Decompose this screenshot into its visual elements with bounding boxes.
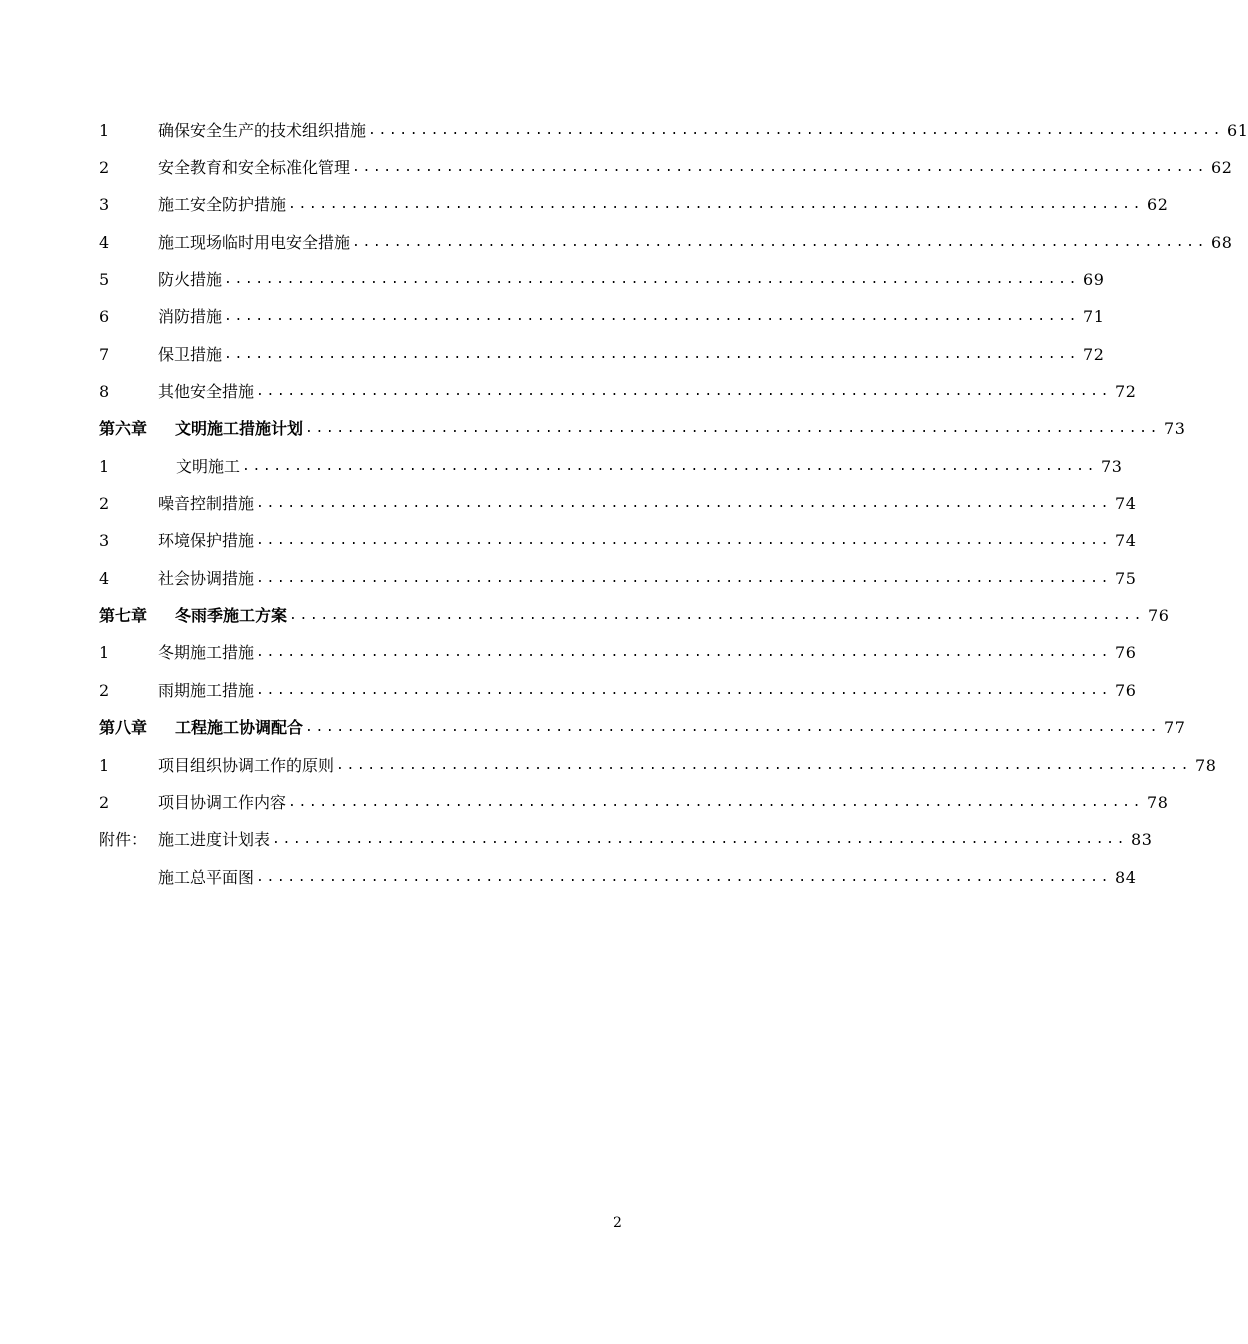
dot-leader: .................................................................................. (336, 757, 1192, 773)
toc-entry-page: 74 (1115, 494, 1137, 514)
toc-chapter-number: 第八章 (99, 718, 148, 738)
toc-entry-number: 2 (99, 158, 110, 178)
toc-entry-title: 冬期施工措施 (158, 643, 255, 663)
toc-entry[interactable] (99, 261, 1105, 298)
toc-entry-number: 2 (99, 792, 110, 812)
toc-entry[interactable] (99, 149, 1233, 186)
toc-entry[interactable] (99, 784, 1169, 821)
toc-entry[interactable] (99, 635, 1137, 672)
dot-leader: .................................................................................. (272, 832, 1128, 848)
dot-leader: .................................................................................. (289, 608, 1145, 624)
dot-leader: .................................................................................. (288, 794, 1144, 810)
toc-entry-page: 68 (1211, 232, 1233, 252)
toc-entry-page: 71 (1083, 307, 1105, 327)
toc-entry-page: 78 (1195, 755, 1217, 775)
dot-leader: .................................................................................. (256, 384, 1112, 400)
toc-entry[interactable] (99, 112, 1248, 149)
dot-leader: .................................................................................. (224, 346, 1080, 362)
toc-entry-title: 项目组织协调工作的原则 (158, 755, 335, 775)
toc-entry[interactable] (99, 224, 1233, 261)
toc-entry-page: 72 (1115, 382, 1137, 402)
toc-entry-title: 防火措施 (158, 270, 223, 290)
toc-entry-page: 78 (1147, 792, 1169, 812)
dot-leader: .................................................................................. (352, 234, 1208, 250)
toc-entry-page: 76 (1148, 606, 1170, 626)
toc-entry-title: 确保安全生产的技术组织措施 (158, 120, 367, 140)
page-number: 2 (613, 1215, 622, 1231)
toc-entry-page: 72 (1083, 344, 1105, 364)
toc-entry-page: 73 (1101, 456, 1123, 476)
toc-entry-title: 保卫措施 (158, 344, 223, 364)
toc-entry-number: 1 (99, 755, 110, 775)
toc-chapter-entry[interactable] (99, 597, 1170, 634)
toc-entry-number: 3 (99, 195, 110, 215)
toc-entry-number: 3 (99, 531, 110, 551)
toc-entry[interactable] (99, 560, 1137, 597)
dot-leader: .................................................................................. (224, 309, 1080, 325)
toc-entry-title: 施工总平面图 (158, 867, 255, 887)
toc-appendix-entry[interactable] (99, 859, 1137, 896)
toc-entry[interactable] (99, 747, 1217, 784)
dot-leader: .................................................................................. (242, 458, 1098, 474)
toc-entry-number: 2 (99, 494, 110, 514)
dot-leader: .................................................................................. (288, 197, 1144, 213)
toc-entry-page: 61 (1227, 120, 1248, 140)
table-of-contents (99, 112, 1248, 896)
toc-chapter-number: 第七章 (99, 606, 148, 626)
toc-chapter-title: 文明施工措施计划 (175, 419, 304, 439)
toc-entry-title: 施工进度计划表 (158, 830, 271, 850)
toc-entry[interactable] (99, 523, 1137, 560)
toc-entry[interactable] (99, 672, 1137, 709)
toc-entry-number: 6 (99, 307, 110, 327)
toc-entry[interactable] (99, 448, 1123, 485)
toc-entry-page: 84 (1115, 867, 1137, 887)
toc-entry-number: 4 (99, 568, 110, 588)
dot-leader: .................................................................................. (305, 720, 1161, 736)
toc-entry-page: 75 (1115, 568, 1137, 588)
dot-leader: .................................................................................. (256, 496, 1112, 512)
toc-appendix-entry[interactable] (99, 822, 1153, 859)
toc-entry-page: 74 (1115, 531, 1137, 551)
toc-entry-title: 安全教育和安全标准化管理 (158, 158, 351, 178)
dot-leader: .................................................................................. (224, 272, 1080, 288)
toc-entry-title: 其他安全措施 (158, 382, 255, 402)
toc-entry-title: 环境保护措施 (158, 531, 255, 551)
toc-entry[interactable] (99, 373, 1137, 410)
toc-entry-title: 雨期施工措施 (158, 680, 255, 700)
dot-leader: .................................................................................. (256, 533, 1112, 549)
toc-entry-page: 62 (1147, 195, 1169, 215)
toc-entry-title: 文明施工 (176, 456, 241, 476)
dot-leader: .................................................................................. (256, 645, 1112, 661)
toc-chapter-entry[interactable] (99, 710, 1186, 747)
toc-entry-page: 83 (1131, 830, 1153, 850)
toc-entry-title: 施工现场临时用电安全措施 (158, 232, 351, 252)
toc-entry-title: 社会协调措施 (158, 568, 255, 588)
toc-entry-title: 施工安全防护措施 (158, 195, 287, 215)
toc-entry-page: 69 (1083, 270, 1105, 290)
toc-entry[interactable] (99, 187, 1169, 224)
toc-entry-number: 1 (99, 643, 110, 663)
dot-leader: .................................................................................. (256, 682, 1112, 698)
dot-leader: .................................................................................. (368, 122, 1224, 138)
toc-entry-number: 1 (99, 120, 110, 140)
dot-leader: .................................................................................. (352, 160, 1208, 176)
toc-chapter-title: 冬雨季施工方案 (175, 606, 288, 626)
toc-entry-page: 76 (1115, 643, 1137, 663)
toc-chapter-number: 第六章 (99, 419, 148, 439)
toc-entry-number: 8 (99, 382, 110, 402)
dot-leader: .................................................................................. (305, 421, 1161, 437)
toc-chapter-title: 工程施工协调配合 (175, 718, 304, 738)
toc-entry-number: 2 (99, 680, 110, 700)
toc-appendix-label: 附件： (99, 830, 148, 850)
toc-entry-page: 77 (1164, 718, 1186, 738)
dot-leader: .................................................................................. (256, 869, 1112, 885)
toc-entry-number: 7 (99, 344, 110, 364)
toc-entry-page: 73 (1164, 419, 1186, 439)
toc-entry-title: 项目协调工作内容 (158, 792, 287, 812)
toc-entry[interactable] (99, 485, 1137, 522)
toc-entry[interactable] (99, 299, 1105, 336)
toc-chapter-entry[interactable] (99, 411, 1186, 448)
toc-entry-number: 5 (99, 270, 110, 290)
toc-entry-page: 76 (1115, 680, 1137, 700)
toc-entry[interactable] (99, 336, 1105, 373)
toc-entry-number: 4 (99, 232, 110, 252)
dot-leader: .................................................................................. (256, 570, 1112, 586)
toc-entry-number: 1 (99, 456, 110, 476)
toc-entry-title: 噪音控制措施 (158, 494, 255, 514)
toc-entry-title: 消防措施 (158, 307, 223, 327)
toc-entry-page: 62 (1211, 158, 1233, 178)
